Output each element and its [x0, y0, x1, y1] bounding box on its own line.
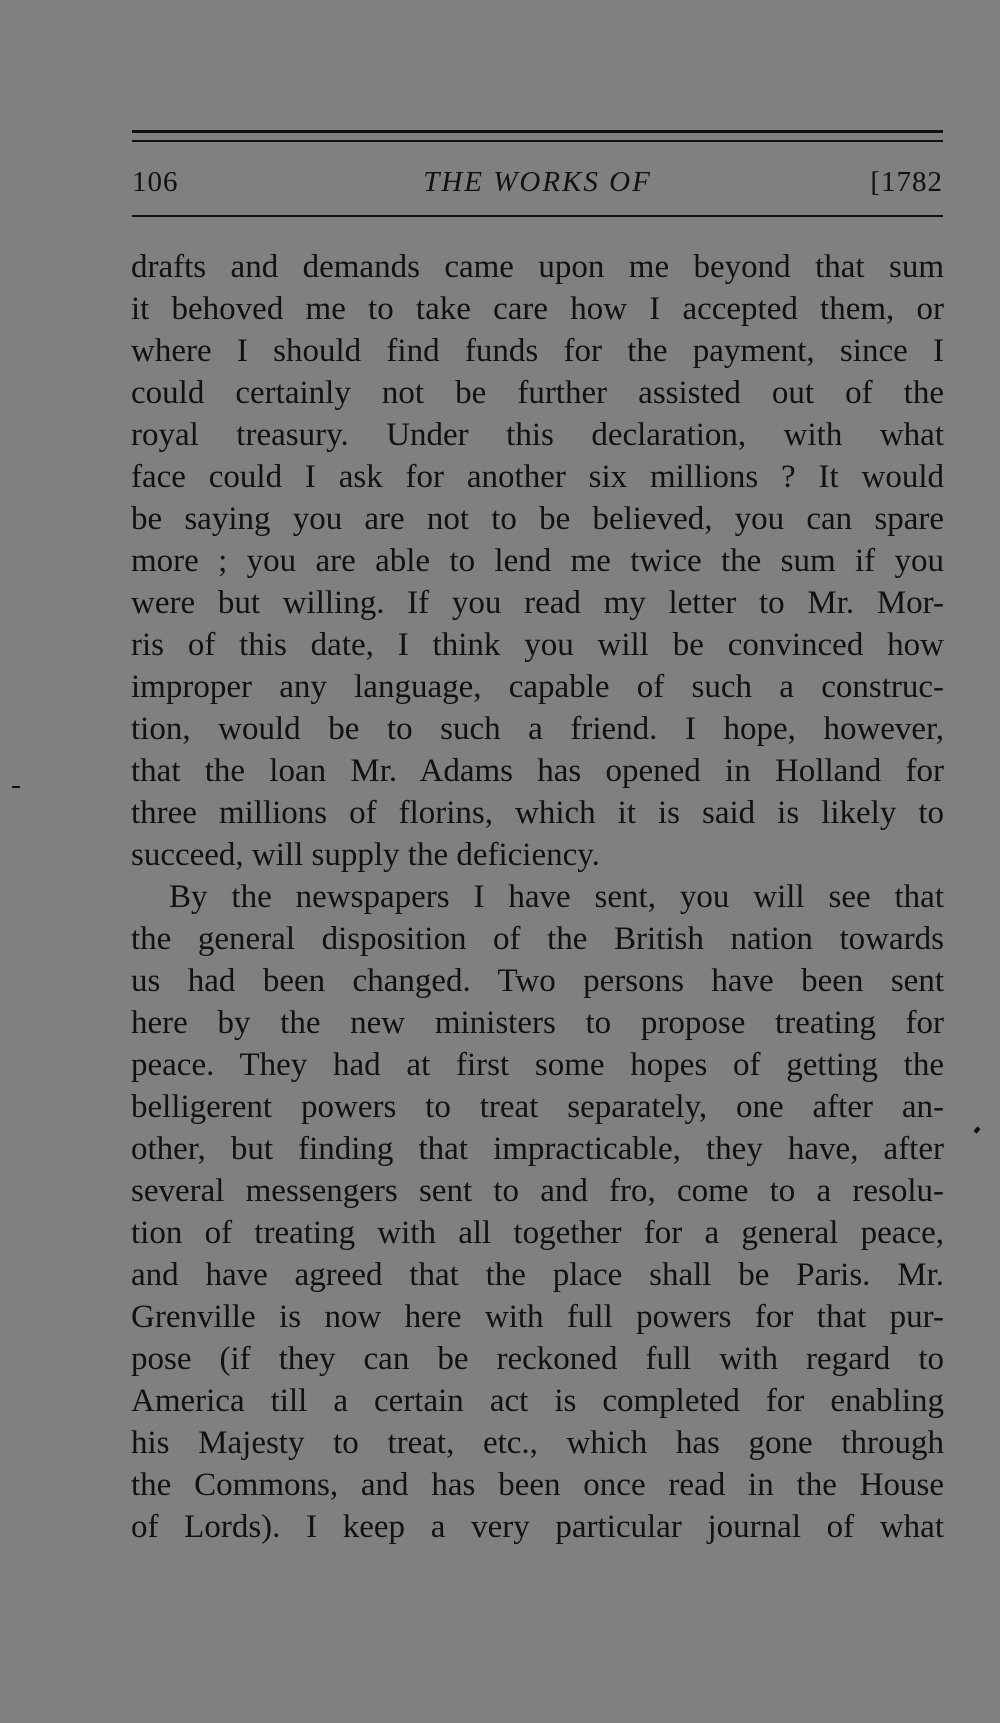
text-line: it behoved me to take care how I accepted them, or: [131, 291, 944, 327]
text-line: drafts and demands came upon me beyond that sum: [131, 249, 944, 285]
text-line: be saying you are not to be believed, you can spare: [131, 501, 944, 537]
scan-speck: [974, 1126, 981, 1133]
text-line: pose (if they can be reckoned full with regard to: [131, 1341, 944, 1377]
text-line: America till a certain act is completed for enabling: [131, 1383, 944, 1419]
paragraph: [131, 246, 944, 876]
paragraph: [131, 876, 944, 1548]
top-rule-thin: [132, 140, 943, 142]
text-line: face could I ask for another six millions ? It would: [131, 459, 944, 495]
text-line: his Majesty to treat, etc., which has gone through: [131, 1425, 944, 1461]
text-line: Grenville is now here with full powers for that pur-: [131, 1299, 944, 1335]
text-line: several messengers sent to and fro, come to a resolu-: [131, 1173, 944, 1209]
text-line: royal treasury. Under this declaration, with what: [131, 417, 944, 453]
text-line: other, but finding that impracticable, they have, after: [131, 1131, 944, 1167]
running-title: THE WORKS OF: [423, 166, 652, 198]
text-line: By the newspapers I have sent, you will see that: [169, 879, 944, 915]
text-line: succeed, will supply the deficiency.: [131, 837, 600, 873]
text-line: could certainly not be further assisted out of the: [131, 375, 944, 411]
text-line: improper any language, capable of such a construc-: [131, 669, 944, 705]
top-rule: [132, 130, 943, 133]
text-line: where I should find funds for the payment, since I: [131, 333, 944, 369]
page-number: 106: [132, 166, 179, 198]
text-line: three millions of florins, which it is said is likely to: [131, 795, 944, 831]
header-year: [1782: [870, 166, 943, 198]
text-line: tion of treating with all together for a general peace,: [131, 1215, 944, 1251]
text-line: tion, would be to such a friend. I hope, however,: [131, 711, 944, 747]
scan-speck: [12, 786, 20, 788]
body-text: [131, 246, 944, 1548]
text-line: here by the new ministers to propose treating for: [131, 1005, 944, 1041]
text-line: were but willing. If you read my letter to Mr. Mor-: [131, 585, 944, 621]
text-line: and have agreed that the place shall be Paris. Mr.: [131, 1257, 944, 1293]
text-line: ris of this date, I think you will be convinced how: [131, 627, 944, 663]
text-line: peace. They had at first some hopes of getting the: [131, 1047, 944, 1083]
text-line: belligerent powers to treat separately, one after an-: [131, 1089, 944, 1125]
text-line: the Commons, and has been once read in the House: [131, 1467, 944, 1503]
running-head: [132, 160, 943, 204]
text-line: that the loan Mr. Adams has opened in Holland for: [131, 753, 944, 789]
text-line: the general disposition of the British nation towards: [131, 921, 944, 957]
text-line: us had been changed. Two persons have been sent: [131, 963, 944, 999]
text-line: more ; you are able to lend me twice the sum if you: [131, 543, 944, 579]
text-line: of Lords). I keep a very particular journal of what: [131, 1509, 944, 1545]
header-rule: [132, 215, 943, 217]
